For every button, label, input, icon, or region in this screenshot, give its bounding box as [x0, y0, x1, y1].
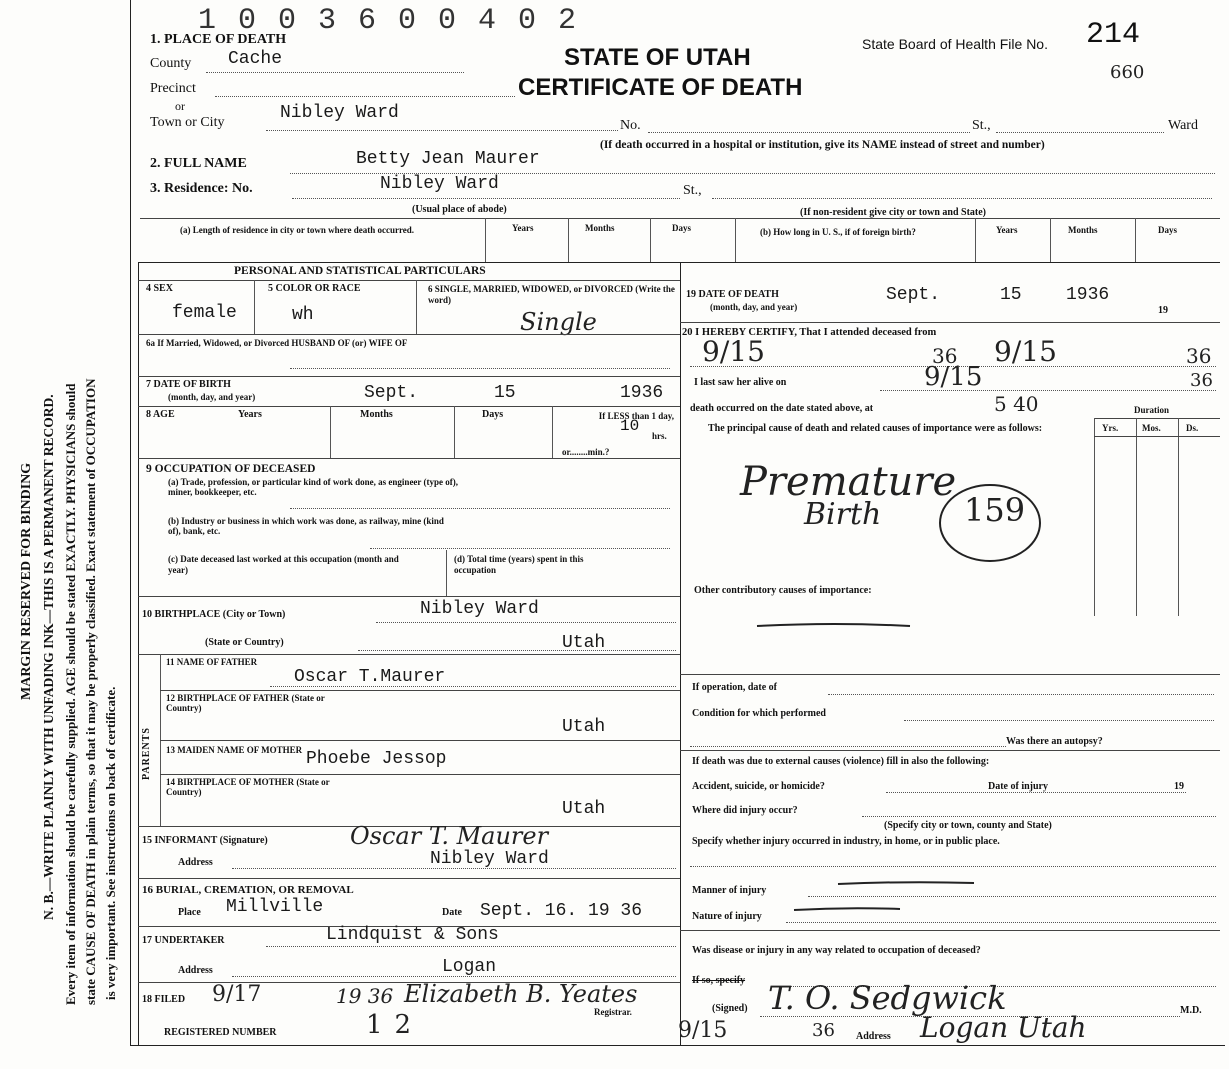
sign-date: 9/15 — [678, 1018, 728, 1043]
margin-instructions-line-1: Every item of information should be carefully supplied. AGE should be stated EXACTLY. PHYSICIANS should — [63, 383, 78, 1005]
dod-month: Sept. — [886, 285, 941, 305]
color-label: 5 COLOR OR RACE — [268, 283, 361, 294]
row-10-rule — [138, 654, 680, 655]
ward-label: Ward — [1168, 118, 1198, 133]
age-months-label: Months — [360, 409, 393, 420]
main-box-top — [138, 262, 1220, 263]
street-no-line — [648, 132, 970, 133]
town-label: Town or City — [150, 115, 225, 130]
physician-address: Logan Utah — [920, 1011, 1087, 1044]
condition-line — [904, 720, 1214, 721]
certify-label: 20 I HEREBY CERTIFY, That I attended deceased from — [682, 327, 937, 338]
full-name-label: 2. FULL NAME — [150, 156, 247, 171]
less-than-label: If LESS than 1 day, — [598, 411, 674, 421]
father-birthplace-value: Utah — [562, 717, 606, 737]
duration-label: Duration — [1134, 405, 1170, 415]
dur-col-2 — [1136, 418, 1137, 616]
nature-rule — [680, 930, 1220, 931]
signed-label: (Signed) — [712, 1003, 748, 1014]
burial-place-value: Millville — [226, 897, 324, 917]
injury-19: 19 — [1174, 781, 1184, 792]
duration-rule — [1094, 418, 1220, 419]
sex-label: 4 SEX — [146, 283, 173, 294]
margin-instructions-line-3: is very important. See instructions on back of certificate. — [103, 686, 118, 1000]
father-birthplace-label: 12 BIRTHPLACE OF FATHER (State or Country) — [166, 693, 325, 713]
occupation-a-line — [290, 508, 670, 509]
color-value: wh — [292, 305, 314, 325]
cause-code: 159 — [964, 491, 1026, 529]
residence-street-line — [712, 198, 1212, 199]
injury-date-label: Date of injury — [988, 781, 1048, 792]
county-label: County — [150, 56, 192, 71]
town-value: Nibley Ward — [280, 103, 399, 123]
cause-secondary: Birth — [804, 497, 882, 532]
death-at-value: 5 40 — [994, 392, 1039, 416]
nature-line — [786, 922, 1216, 923]
occupation-a: (a) Trade, profession, or particular kind of work done, as engineer (type of), miner, bookkeeper, etc. — [168, 477, 458, 498]
street-no-label: No. — [620, 118, 641, 133]
spouse-label: 6a If Married, Widowed, or Divorced HUSBAND OF (or) WIFE OF — [146, 338, 408, 348]
abode-note: (Usual place of abode) — [412, 204, 507, 215]
contributory-rule — [680, 674, 1220, 675]
age-years-label: Years — [238, 409, 262, 420]
attended-to-year: 36 — [1186, 344, 1212, 368]
burial-label: 16 BURIAL, CREMATION, OR REMOVAL — [142, 884, 354, 896]
nonresident-note: (If non-resident give city or town and State) — [800, 207, 987, 218]
state-title: STATE OF UTAH — [564, 44, 751, 71]
autopsy-line — [690, 746, 1006, 747]
if-so-label: If so, specify — [692, 975, 746, 986]
birthplace-state-label: (State or Country) — [205, 637, 284, 648]
last-saw-date: 9/15 — [924, 362, 983, 392]
birthplace-state-line — [358, 650, 676, 651]
serial-number: 1 0 0 3 6 0 0 4 0 2 — [198, 4, 579, 38]
precinct-label: Precinct — [150, 81, 196, 96]
autopsy-label: Was there an autopsy? — [1006, 736, 1103, 747]
undertaker-label: 17 UNDERTAKER — [142, 935, 225, 946]
county-line — [206, 72, 464, 73]
registrar-label: Registrar. — [594, 1007, 632, 1017]
father-bp-rule — [160, 740, 680, 741]
row-9-rule — [138, 596, 680, 597]
file-number-label: State Board of Health File No. — [862, 36, 1048, 52]
age-label: 8 AGE — [146, 409, 175, 420]
manner-line — [808, 896, 1216, 897]
father-rule — [160, 690, 680, 691]
cause-primary: Premature — [740, 459, 957, 505]
res-col-1 — [485, 218, 486, 262]
undertaker-line — [266, 946, 676, 947]
dod-year: 1936 — [1066, 285, 1110, 305]
file-number-secondary: 660 — [1110, 62, 1145, 83]
cause-label: The principal cause of death and related causes of importance were as follows: — [708, 423, 1043, 434]
informant-address-line — [232, 868, 676, 869]
full-name-value: Betty Jean Maurer — [356, 149, 540, 169]
res-col-2 — [568, 218, 569, 262]
birthplace-value: Nibley Ward — [420, 599, 539, 619]
manner-label: Manner of injury — [692, 885, 767, 896]
occupation-related-label: Was disease or injury in any way related to occupation of deceased? — [692, 945, 981, 956]
condition-label: Condition for which performed — [692, 708, 826, 719]
undertaker-value: Lindquist & Sons — [326, 925, 499, 945]
res-col-5 — [975, 218, 976, 262]
birth-year: 1936 — [620, 383, 664, 403]
operation-line — [828, 694, 1214, 695]
registered-number-label: REGISTERED NUMBER — [164, 1027, 277, 1038]
father-name-line — [270, 686, 676, 687]
duration-sub-rule — [1094, 436, 1220, 437]
filed-date: 9/17 — [212, 982, 262, 1007]
undertaker-address-line — [232, 976, 676, 977]
burial-date-value: Sept. 16. 19 36 — [480, 901, 643, 921]
birth-date-sub: (month, day, and year) — [168, 392, 256, 402]
residence-line — [292, 198, 680, 199]
operation-label: If operation, date of — [692, 682, 777, 693]
frame-left-border — [130, 0, 131, 1045]
age-col-2 — [454, 406, 455, 458]
father-name-label: 11 NAME OF FATHER — [166, 657, 258, 667]
row-7-rule — [138, 406, 680, 407]
parents-side-label: PARENTS — [141, 727, 152, 780]
minutes-label: or........min.? — [562, 447, 610, 457]
hours-label: hrs. — [652, 431, 667, 441]
or-label: or — [175, 99, 185, 113]
mother-birthplace-label: 14 BIRTHPLACE OF MOTHER (State or Country) — [166, 777, 330, 797]
residence-street-label: St., — [683, 183, 702, 198]
specify-where-label: Specify whether injury occurred in industry, in home, or in public place. — [692, 836, 1000, 847]
spouse-line — [290, 368, 670, 369]
length-residence-label: (a) Length of residence in city or town where death occurred. — [180, 225, 415, 235]
last-saw-label: I last saw her alive on — [694, 377, 787, 388]
duration-yrs: Yrs. — [1102, 423, 1119, 433]
row-6-rule — [138, 376, 680, 377]
informant-signature: Oscar T. Maurer — [350, 822, 549, 850]
autopsy-rule — [680, 750, 1220, 751]
occupation-c-col — [446, 550, 447, 596]
dod-rule — [680, 322, 1220, 323]
place-of-death-label: 1. PLACE OF DEATH — [150, 32, 287, 47]
informant-address-value: Nibley Ward — [430, 849, 549, 869]
specify-city-label: (Specify city or town, county and State) — [884, 820, 1052, 831]
date-of-death-label: 19 DATE OF DEATH — [686, 289, 779, 300]
age-col-3 — [552, 406, 553, 458]
certificate-title: CERTIFICATE OF DEATH — [518, 74, 803, 101]
occupation-b: (b) Industry or business in which work was done, as railway, mine (kind of), bank, etc. — [168, 516, 444, 537]
dod-19: 19 — [1158, 305, 1168, 316]
marital-value: Single — [520, 308, 597, 336]
attended-from-year: 36 — [932, 344, 958, 368]
personal-heading: PERSONAL AND STATISTICAL PARTICULARS — [234, 265, 486, 277]
birthplace-line — [376, 622, 676, 623]
death-at-label: death occurred on the date stated above, at — [690, 403, 874, 414]
filed-year: 19 36 — [336, 984, 394, 1008]
birth-month: Sept. — [364, 383, 419, 403]
mother-birthplace-value: Utah — [562, 799, 606, 819]
physician-signature: T. O. Sedgwick — [768, 979, 1007, 1017]
attended-from: 9/15 — [702, 335, 765, 368]
mother-rule — [160, 774, 680, 775]
dur-col-3 — [1178, 418, 1179, 616]
sex-value: female — [172, 303, 237, 323]
us-days-label: Days — [1158, 225, 1178, 235]
physician-address-label: Address — [856, 1031, 891, 1042]
res-col-4 — [735, 218, 736, 262]
hours-value: 10 — [620, 417, 640, 435]
res-col-6 — [1050, 218, 1051, 262]
hospital-note: (If death occurred in a hospital or institution, give its NAME instead of street and number) — [600, 139, 1045, 151]
duration-ds: Ds. — [1186, 423, 1199, 433]
age-col-1 — [330, 406, 331, 458]
informant-label: 15 INFORMANT (Signature) — [142, 835, 268, 846]
us-residence-label: (b) How long in U. S., if of foreign birth? — [760, 227, 916, 237]
residence-table-top — [140, 218, 1220, 219]
nature-label: Nature of injury — [692, 911, 762, 922]
filed-label: 18 FILED — [142, 994, 186, 1005]
undertaker-address-value: Logan — [442, 957, 497, 977]
where-line — [862, 816, 1216, 817]
street-line — [996, 132, 1164, 133]
sign-year: 36 — [812, 1020, 835, 1041]
birthplace-label: 10 BIRTHPLACE (City or Town) — [142, 609, 286, 620]
margin-binding-note: MARGIN RESERVED FOR BINDING — [19, 462, 34, 700]
marital-label: 6 SINGLE, MARRIED, WIDOWED, or DIVORCED (Write the word) — [428, 284, 675, 305]
undertaker-address-label: Address — [178, 965, 213, 976]
occupation-label: 9 OCCUPATION OF DECEASED — [146, 463, 316, 475]
center-divider — [680, 262, 681, 1045]
birth-day: 15 — [494, 383, 516, 403]
registered-number: 12 — [366, 1010, 424, 1040]
precinct-line — [215, 96, 515, 97]
informant-address-label: Address — [178, 857, 213, 868]
burial-place-label: Place — [178, 907, 201, 918]
manner-dash — [836, 878, 976, 890]
burial-date-label: Date — [442, 907, 462, 918]
contributory-dash — [755, 618, 915, 632]
mother-name-value: Phoebe Jessop — [306, 749, 447, 769]
res-days-label: Days — [672, 223, 692, 233]
street-label: St., — [972, 118, 991, 133]
row-8-rule — [138, 458, 680, 459]
accident-label: Accident, suicide, or homicide? — [692, 781, 825, 792]
duration-mos: Mos. — [1142, 423, 1161, 433]
nature-dash — [792, 904, 902, 916]
external-causes-label: If death was due to external causes (violence) fill in also the following: — [692, 756, 990, 767]
frame-bottom-border — [130, 1045, 1225, 1046]
mother-name-label: 13 MAIDEN NAME OF MOTHER — [166, 745, 303, 755]
residence-value: Nibley Ward — [380, 174, 499, 194]
attended-to: 9/15 — [994, 335, 1057, 368]
occupation-b-line — [370, 548, 670, 549]
dur-col-1 — [1094, 418, 1095, 616]
margin-permanent-record-note: N. B.—WRITE PLAINLY WITH UNFADING INK—THIS IS A PERMANENT RECORD. — [41, 394, 56, 920]
sex-col — [254, 280, 255, 334]
last-saw-line — [880, 390, 1216, 391]
date-of-death-sub: (month, day, and year) — [710, 302, 798, 312]
res-years-label: Years — [512, 223, 534, 233]
margin-instructions-line-2: state CAUSE OF DEATH in plain terms, so that it may be properly classified. Exact statement of OCCUPATION — [83, 378, 98, 1005]
age-days-label: Days — [482, 409, 504, 420]
res-col-7 — [1135, 218, 1136, 262]
us-months-label: Months — [1068, 225, 1098, 235]
birthplace-state-value: Utah — [562, 633, 606, 653]
accident-line — [886, 792, 1186, 793]
us-years-label: Years — [996, 225, 1018, 235]
file-number: 214 — [1086, 18, 1141, 52]
md-label: M.D. — [1180, 1005, 1202, 1016]
row-5-rule — [138, 334, 680, 335]
specify-where-line — [690, 866, 1216, 867]
color-col — [416, 280, 417, 334]
occupation-d: (d) Total time (years) spent in this occupation — [454, 554, 584, 575]
registrar-signature: Elizabeth B. Yeates — [404, 980, 638, 1008]
father-name-value: Oscar T.Maurer — [294, 667, 446, 687]
town-line — [266, 130, 618, 131]
last-saw-year: 36 — [1190, 370, 1213, 391]
dod-day: 15 — [1000, 285, 1022, 305]
residence-label: 3. Residence: No. — [150, 181, 253, 196]
county-value: Cache — [228, 49, 283, 69]
contributory-label: Other contributory causes of importance: — [694, 585, 872, 596]
occupation-c: (c) Date deceased last worked at this occupation (month and year) — [168, 554, 399, 575]
informant-rule — [138, 878, 680, 879]
birth-date-label: 7 DATE OF BIRTH — [146, 379, 231, 390]
where-label: Where did injury occur? — [692, 805, 798, 816]
personal-heading-rule — [138, 280, 680, 281]
res-months-label: Months — [585, 223, 615, 233]
res-col-3 — [650, 218, 651, 262]
